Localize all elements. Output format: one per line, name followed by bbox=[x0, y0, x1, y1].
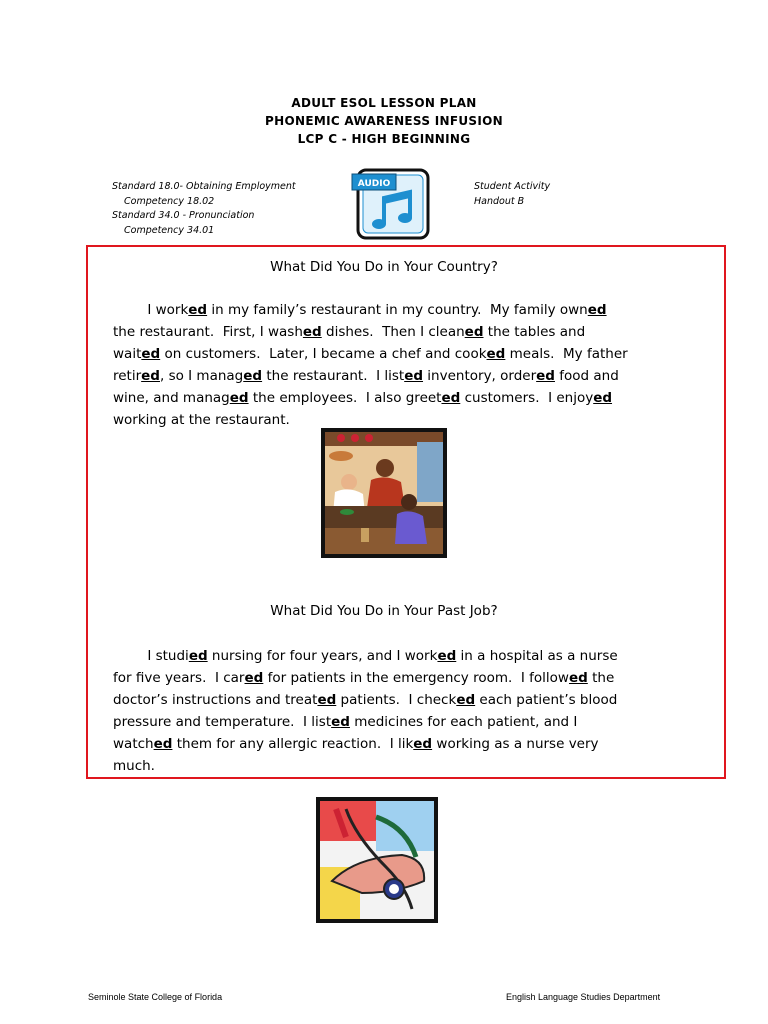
ed-ending: ed bbox=[441, 390, 461, 406]
text-segment: the restaurant. First, I wash bbox=[113, 324, 303, 340]
ed-ending: ed bbox=[437, 648, 457, 664]
story2-line bbox=[113, 667, 658, 689]
text-segment: I work bbox=[113, 302, 189, 318]
text-segment: working as a nurse very bbox=[432, 736, 599, 752]
ed-ending: ed bbox=[244, 670, 264, 686]
standard-2: Standard 34.0 - Pronunciation bbox=[112, 210, 255, 221]
ed-ending: ed bbox=[153, 736, 173, 752]
text-segment: watch bbox=[113, 736, 154, 752]
activity-block bbox=[474, 180, 550, 209]
ed-ending: ed bbox=[413, 736, 433, 752]
ed-ending: ed bbox=[331, 714, 350, 730]
story1-line bbox=[113, 387, 658, 409]
ed-ending: ed bbox=[188, 648, 208, 664]
text-segment: patients. I check bbox=[336, 692, 457, 708]
ed-ending: ed bbox=[587, 302, 607, 318]
footer-left: Seminole State College of Florida bbox=[88, 992, 223, 1002]
text-segment: wine, and manag bbox=[113, 390, 230, 406]
ed-ending: ed bbox=[317, 692, 337, 708]
text-segment: nursing for four years, and I work bbox=[207, 648, 438, 664]
standard-1: Standard 18.0- Obtaining Employment bbox=[112, 181, 296, 192]
story2-line bbox=[113, 645, 658, 667]
audio-label: AUDIO bbox=[357, 179, 391, 189]
ed-ending: ed bbox=[536, 368, 555, 384]
competency-2: Competency 34.01 bbox=[124, 224, 215, 236]
story2-line bbox=[113, 733, 658, 755]
text-segment: the tables and bbox=[483, 324, 586, 340]
story1-paragraph bbox=[113, 299, 658, 431]
header-line-1: ADULT ESOL LESSON PLAN bbox=[291, 96, 477, 110]
text-segment: meals. My father bbox=[505, 346, 628, 362]
ed-ending: ed bbox=[243, 368, 263, 384]
story1-line bbox=[113, 299, 658, 321]
ed-ending: ed bbox=[188, 302, 208, 318]
lesson-header bbox=[0, 94, 768, 148]
text-segment: pressure and temperature. I list bbox=[113, 714, 332, 730]
restaurant-clipart bbox=[321, 428, 447, 558]
competency-1: Competency 18.02 bbox=[124, 195, 215, 207]
text-segment: doctor’s instructions and treat bbox=[113, 692, 318, 708]
header-line-3: LCP C - HIGH BEGINNING bbox=[297, 132, 471, 146]
ed-ending: ed bbox=[464, 324, 484, 340]
activity-line-1: Student Activity bbox=[474, 181, 551, 192]
text-segment: for patients in the emergency room. I follow bbox=[263, 670, 569, 686]
ed-ending: ed bbox=[141, 346, 161, 362]
music-note-icon bbox=[350, 166, 432, 242]
text-segment: for five years. I car bbox=[113, 670, 245, 686]
story1-line bbox=[113, 343, 658, 365]
text-segment: medicines for each patient, and I bbox=[349, 714, 578, 730]
footer-right: English Language Studies Department bbox=[506, 992, 661, 1002]
text-segment: in a hospital as a nurse bbox=[456, 648, 618, 664]
story2-paragraph bbox=[113, 645, 658, 777]
text-segment: , so I manag bbox=[159, 368, 244, 384]
text-segment: food and bbox=[554, 368, 619, 384]
ed-ending: ed bbox=[141, 368, 160, 384]
text-segment: I studi bbox=[113, 648, 189, 664]
text-segment: the employees. I also greet bbox=[248, 390, 442, 406]
nurse-clipart bbox=[316, 797, 438, 923]
story1-line bbox=[113, 321, 658, 343]
text-segment: retir bbox=[113, 368, 142, 384]
story2-line bbox=[113, 755, 658, 777]
text-segment: on customers. Later, I became a chef and cook bbox=[160, 346, 487, 362]
text-segment: the restaurant. I list bbox=[262, 368, 405, 384]
ed-ending: ed bbox=[568, 670, 588, 686]
text-segment: customers. I enjoy bbox=[460, 390, 594, 406]
story2-title: What Did You Do in Your Past Job? bbox=[270, 603, 498, 619]
text-segment: each patient’s blood bbox=[475, 692, 618, 708]
text-segment: wait bbox=[113, 346, 142, 362]
ed-ending: ed bbox=[302, 324, 322, 340]
standards-block bbox=[112, 180, 296, 238]
text-segment: dishes. Then I clean bbox=[321, 324, 465, 340]
story1-title: What Did You Do in Your Country? bbox=[270, 259, 498, 275]
text-segment: inventory, order bbox=[423, 368, 537, 384]
text-segment: them for any allergic reaction. I lik bbox=[172, 736, 414, 752]
activity-line-2: Handout B bbox=[474, 195, 525, 207]
text-segment: the bbox=[587, 670, 615, 686]
story2-line bbox=[113, 689, 658, 711]
ed-ending: ed bbox=[456, 692, 476, 708]
story1-line bbox=[113, 365, 658, 387]
ed-ending: ed bbox=[229, 390, 249, 406]
text-segment: much. bbox=[113, 758, 155, 774]
ed-ending: ed bbox=[486, 346, 506, 362]
story2-line bbox=[113, 711, 658, 733]
ed-ending: ed bbox=[404, 368, 424, 384]
header-line-2: PHONEMIC AWARENESS INFUSION bbox=[265, 114, 503, 128]
ed-ending: ed bbox=[593, 390, 613, 406]
text-segment: in my family’s restaurant in my country. My family own bbox=[207, 302, 588, 318]
text-segment: working at the restaurant. bbox=[113, 412, 290, 428]
